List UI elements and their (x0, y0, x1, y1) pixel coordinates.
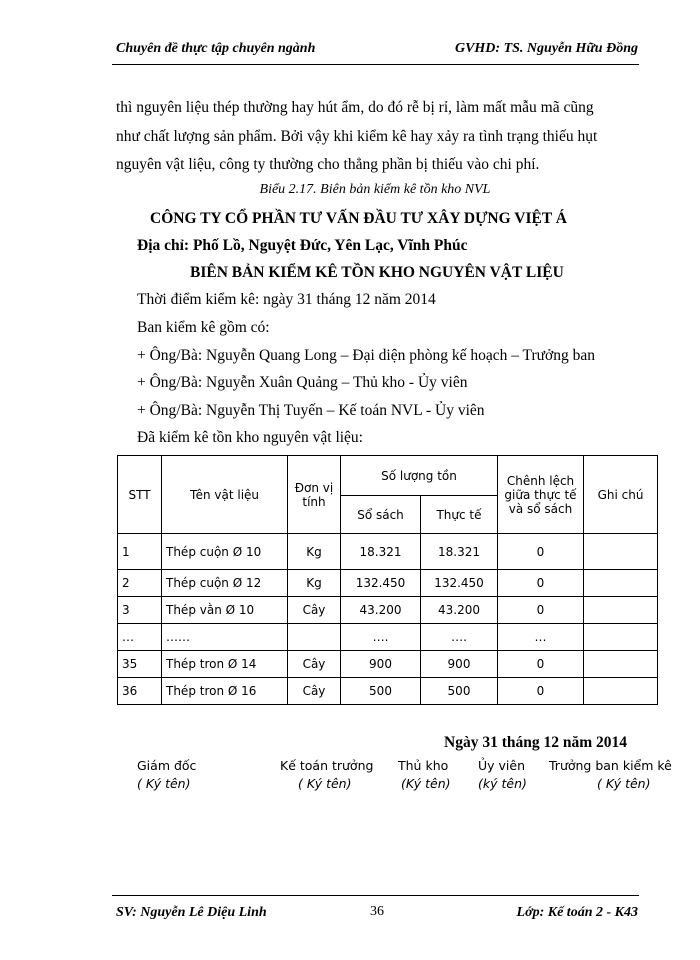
table-row (118, 624, 658, 651)
signature-sub-director: ( Ký tên) (137, 776, 191, 791)
signature-role-director: Giám đốc (137, 758, 197, 773)
col-unit: Đơn vị tính (288, 456, 341, 534)
signature-sub-chief-accountant: ( Ký tên) (298, 776, 352, 791)
checked-line: Đã kiểm kê tồn kho nguyên vật liệu: (137, 429, 363, 446)
table-row (118, 534, 658, 570)
cell-note (584, 534, 658, 570)
sign-date: Ngày 31 tháng 12 năm 2014 (444, 734, 628, 751)
footer-rule (112, 895, 639, 896)
cell-book: 500 (341, 678, 421, 705)
figure-caption: Biểu 2.17. Biên bản kiểm kê tồn kho NVL (259, 182, 491, 197)
cell-name: Thép tron Ø 14 (162, 651, 288, 678)
inventory-time: Thời điểm kiểm kê: ngày 31 tháng 12 năm 2014 (137, 291, 436, 308)
company-address: Địa chỉ: Phố Lồ, Nguyệt Đức, Yên Lạc, Vĩnh Phúc (137, 237, 468, 254)
cell-book: 132.450 (341, 570, 421, 597)
header-left: Chuyên đề thực tập chuyên ngành (116, 41, 316, 56)
cell-diff: … (498, 624, 584, 651)
table-header-row (118, 456, 658, 496)
signature-role-chief-accountant: Kế toán trưởng (280, 758, 374, 773)
cell-name: Thép vằn Ø 10 (162, 597, 288, 624)
cell-unit: Cây (288, 597, 341, 624)
cell-stt: … (118, 624, 162, 651)
cell-actual: …. (421, 624, 498, 651)
cell-stt: 3 (118, 597, 162, 624)
cell-actual: 18.321 (421, 534, 498, 570)
cell-diff: 0 (498, 597, 584, 624)
member-2: + Ông/Bà: Nguyễn Xuân Quảng – Thủ kho - Ủy viên (137, 374, 468, 391)
intro-line-3: nguyên vật liệu, công ty thường cho thẳng phần bị thiếu vào chi phí. (116, 156, 540, 173)
cell-note (584, 678, 658, 705)
signature-role-member: Ủy viên (478, 758, 526, 773)
cell-stt: 36 (118, 678, 162, 705)
cell-note (584, 570, 658, 597)
table-row (118, 678, 658, 705)
cell-book: 900 (341, 651, 421, 678)
cell-stt: 2 (118, 570, 162, 597)
col-stt: STT (118, 456, 162, 534)
signature-role-storekeeper: Thủ kho (398, 758, 449, 773)
cell-stt: 1 (118, 534, 162, 570)
footer-right: Lớp: Kế toán 2 - K43 (516, 905, 638, 920)
cell-name: …… (162, 624, 288, 651)
page-number: 36 (370, 904, 384, 919)
footer-left: SV: Nguyễn Lê Diệu Linh (116, 905, 267, 920)
intro-line-1: thì nguyên liệu thép thường hay hút ẩm, do đó rễ bị rỉ, làm mất mẫu mã cũng (116, 99, 594, 116)
cell-unit: Cây (288, 678, 341, 705)
col-diff: Chênh lệch giữa thực tế và sổ sách (498, 456, 584, 534)
cell-diff: 0 (498, 651, 584, 678)
cell-name: Thép cuộn Ø 10 (162, 534, 288, 570)
cell-name: Thép cuộn Ø 12 (162, 570, 288, 597)
signature-sub-storekeeper: (Ký tên) (401, 776, 451, 791)
col-name: Tên vật liệu (162, 456, 288, 534)
committee-intro: Ban kiểm kê gồm có: (137, 319, 270, 336)
cell-note (584, 624, 658, 651)
signature-sub-head: ( Ký tên) (597, 776, 651, 791)
inventory-table (117, 455, 658, 705)
header-rule (112, 64, 639, 65)
cell-note (584, 651, 658, 678)
cell-diff: 0 (498, 678, 584, 705)
cell-actual: 900 (421, 651, 498, 678)
cell-unit: Kg (288, 534, 341, 570)
cell-unit: Cây (288, 651, 341, 678)
table-row (118, 597, 658, 624)
table-row (118, 570, 658, 597)
cell-unit: Kg (288, 570, 341, 597)
signature-sub-member: (ký tên) (478, 776, 527, 791)
cell-actual: 43.200 (421, 597, 498, 624)
cell-stt: 35 (118, 651, 162, 678)
member-1: + Ông/Bà: Nguyễn Quang Long – Đại diện phòng kế hoạch – Trưởng ban (137, 347, 595, 364)
col-actual: Thực tế (421, 496, 498, 534)
col-note: Ghi chú (584, 456, 658, 534)
cell-unit (288, 624, 341, 651)
cell-book: 18.321 (341, 534, 421, 570)
member-3: + Ông/Bà: Nguyễn Thị Tuyến – Kế toán NVL - Ủy viên (137, 402, 485, 419)
col-book: Sổ sách (341, 496, 421, 534)
intro-line-2: như chất lượng sản phẩm. Bởi vậy khi kiểm kê hay xảy ra tình trạng thiếu hụt (116, 128, 598, 145)
cell-book: …. (341, 624, 421, 651)
table-row (118, 651, 658, 678)
company-name: CÔNG TY CỔ PHẦN TƯ VẤN ĐẦU TƯ XÂY DỰNG VIỆT Á (150, 210, 567, 227)
header-right: GVHD: TS. Nguyễn Hữu Đồng (454, 41, 638, 56)
cell-diff: 0 (498, 534, 584, 570)
cell-diff: 0 (498, 570, 584, 597)
cell-name: Thép tron Ø 16 (162, 678, 288, 705)
col-qty: Số lượng tồn (341, 456, 498, 496)
signature-role-head: Trưởng ban kiểm kê (549, 758, 672, 773)
cell-actual: 132.450 (421, 570, 498, 597)
cell-book: 43.200 (341, 597, 421, 624)
cell-note (584, 597, 658, 624)
cell-actual: 500 (421, 678, 498, 705)
document-title: BIÊN BẢN KIỂM KÊ TỒN KHO NGUYÊN VẬT LIỆU (190, 264, 564, 281)
